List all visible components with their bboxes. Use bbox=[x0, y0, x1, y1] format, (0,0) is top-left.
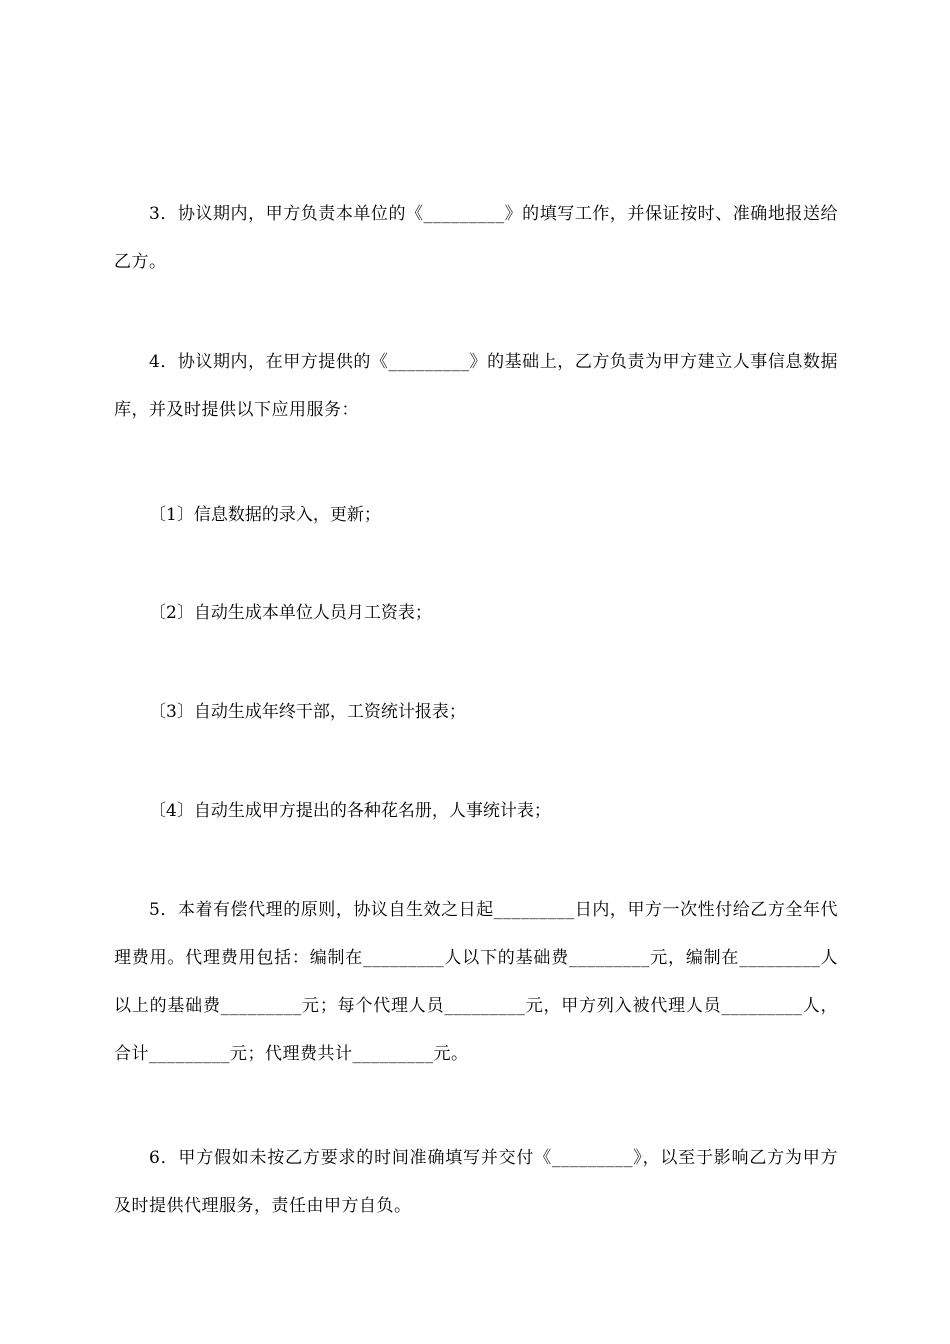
service-item-3: 〔3〕自动生成年终干部，工资统计报表； bbox=[149, 702, 466, 722]
service-item-4: 〔4〕自动生成甲方提出的各种花名册，人事统计表； bbox=[149, 801, 551, 821]
clause-5: 5．本着有偿代理的原则，协议自生效之日起_________日内，甲方一次性付给乙方全年代理费用。代理费用包括：编制在_________人以下的基础费_________元，编制在_________人以上的基础费_________元；每个代理人员_________元，甲方列入被代理人员_________人，合计_________元；代理费共计_________元。 bbox=[114, 900, 838, 1064]
clause-4: 4．协议期内，在甲方提供的《_________》的基础上，乙方负责为甲方建立人事信息数据库，并及时提供以下应用服务： bbox=[114, 352, 838, 420]
clause-3: 3．协议期内，甲方负责本单位的《_________》的填写工作，并保证按时、准确地报送给乙方。 bbox=[114, 204, 838, 272]
service-item-2: 〔2〕自动生成本单位人员月工资表； bbox=[149, 603, 432, 623]
clause-6: 6．甲方假如未按乙方要求的时间准确填写并交付《_________》，以至于影响乙方为甲方及时提供代理服务，责任由甲方自负。 bbox=[114, 1148, 838, 1216]
service-item-1: 〔1〕信息数据的录入，更新； bbox=[149, 505, 381, 525]
